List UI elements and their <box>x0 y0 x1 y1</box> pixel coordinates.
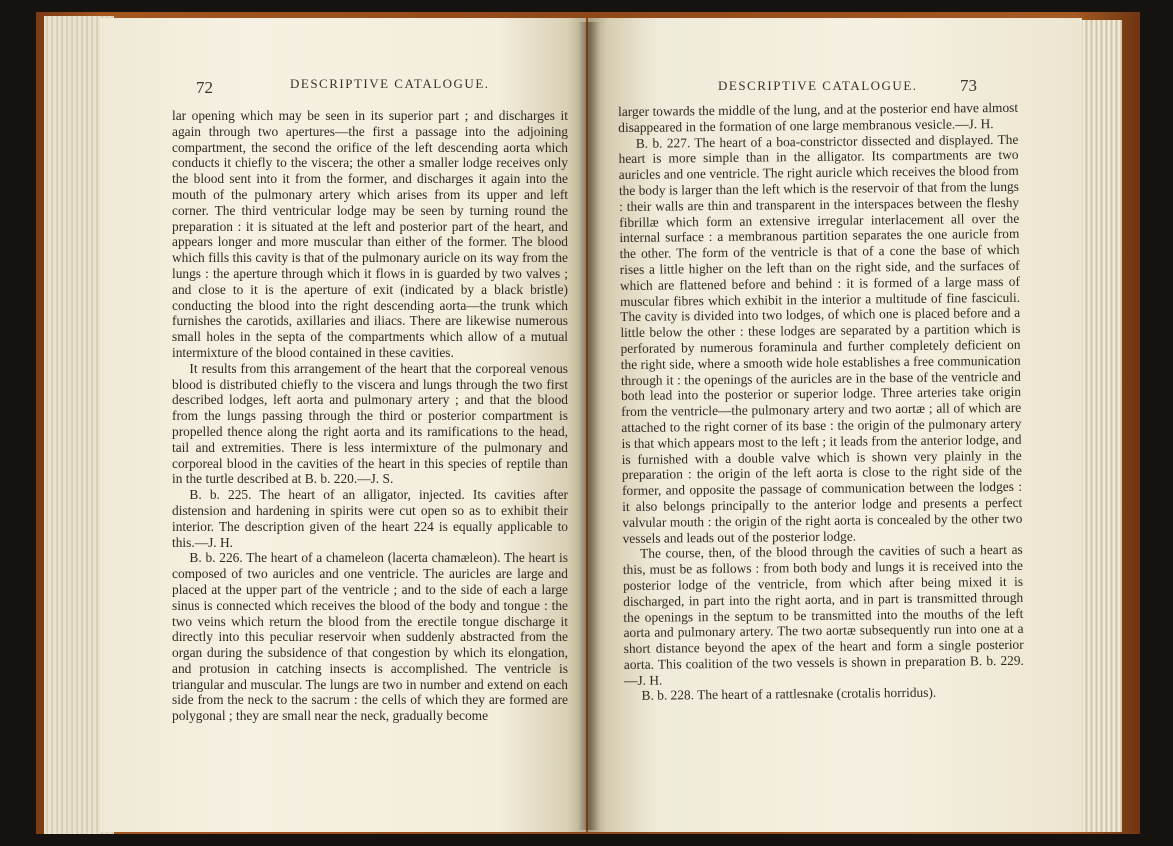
running-head: DESCRIPTIVE CATALOGUE. <box>718 78 918 93</box>
paragraph: B. b. 228. The heart of a rattlesnake (crotalis horridus). <box>641 685 937 704</box>
paragraph: It results from this arrangement of the heart that the corporeal venous blood is distributed chiefly to the viscera and lungs through the two first described lodges, left aorta and pulmonary artery ; and that the blood from the lungs passing through the third or posterior compartment is propelled thence along the right aorta and its ramifications to the head, tail and extremities. There is less intermixture of the pulmonary and corporeal blood in the cavities of the heart in this species of reptile than in the turtle described at B. b. 220.—J. S. <box>172 360 568 487</box>
paragraph: B. b. 227. The heart of a boa-constrictor dissected and displayed. The heart is more simple than in the alligator. Its compartments are two auricles and one ventricle. The right auricle which receives the blood from the body is larger than the left which is the reservoir of that from the lungs : their walls are thin and transparent in the interspaces between the fleshy fibrillæ which form an extensive irregular interlacement all over the internal surface : a membranous partition separates the one auricle from the other. The form of the ventricle is that of a cone the base of which rises a little higher on the left than on the right side, and the surfaces of which are flattened before and behind : it is formed of a large mass of muscular fibres which exhibit in the interior a multitude of fine fasciculi. The cavity is divided into two lodges, of which one is placed before and a little below the other : these lodges are separated by a partition which is perforated by numerous foraminula and further completely deficient on the right side, where a smooth wide hole establishes a free communication through it : the openings of the auricles are in the base of the ventricle and both lead into the posterior or superior lodge. Three arteries take origin from the ventricle—the pulmonary artery and two aortæ ; all of which are attached to the right corner of its base : the origin of the pulmonary artery is that which appears most to the left ; it leads from the anterior lodge, and is furnished with a double valve which is shown very plainly in the preparation : the origin of the left aorta is close to the right side of the former, and opposite the passage of communication between the lodges : it also belongs principally to the anterior lodge and presents a perfect valvular mouth : the origin of the right aorta is concealed by the other two vessels and leads out of the posterior lodge. <box>618 131 1023 546</box>
page-number: 72 <box>196 78 213 97</box>
page-body <box>618 100 1024 704</box>
paragraph: larger towards the middle of the lung, and at the posterior end have almost disappeared in the formation of one large membranous vesicle.—J. H. <box>618 99 1019 135</box>
paragraph: The course, then, of the blood through the cavities of such a heart as this, must be as follows : from both body and lungs it is received into the posterior lodge of the ventricle, from which after being mixed it is discharged, in part into the right aorta, and in part is transmitted through the openings in the septum to be transmitted into the mouths of the left aorta and pulmonary artery. The two aortæ subsequently run into one at a short distance beyond the apex of the heart and form a single posterior aorta. This coalition of the two vessels is shown in preparation B. b. 229.—J. H. <box>622 542 1024 688</box>
page-edges-right <box>1078 20 1122 832</box>
paragraph: B. b. 226. The heart of a chameleon (lacerta chamæleon). The heart is composed of two auricles and one ventricle. The auricles are large and placed at the upper part of the ventricle ; and to the side of each a large sinus is connected which receives the blood of the body and tongue : the two veins which return the blood from the erectile tongue discharge it directly into this peculiar reservoir when suddenly abstracted from the organ during the subsidence of that congestion by which its elongation, and protusion in catching insects is accomplished. The ventricle is triangular and muscular. The lungs are two in number and extend on each side from the neck to the sacrum : the cells of which they are formed are polygonal ; they are small near the neck, gradually become <box>172 550 568 724</box>
paragraph: B. b. 225. The heart of an alligator, injected. Its cavities after distension and hardening in spirits were cut open so as to exhibit their interior. The description given of the heart 224 is equally applicable to this.—J. H. <box>172 487 568 550</box>
paragraph: lar opening which may be seen in its superior part ; and discharges it again through two apertures—the first a passage into the adjoining compartment, the second the orifice of the left descending aorta which conducts it chiefly to the viscera; the other a smaller lodge receives only the blood sent into it from the former, and discharges it again into the mouth of the pulmonary artery which arises from its upper and left corner. The third ventricular lodge may be seen by turning round the preparation : it is situated at the left and posterior part of the heart, and appears longer and more muscular than either of the former. The blood which fills this cavity is that of the pulmonary auricle on its way from the lungs : the aperture through which it flows in is guarded by two valves ; and close to it is the aperture of exit (indicated by a black bristle) conducting the blood into the right descending aorta—the trunk which furnishes the carotids, axillaries and iliacs. There are likewise numerous small holes in the septa of the compartments which allow of a mutual intermixture of the blood contained in these cavities. <box>172 108 568 360</box>
book-gutter-shadow <box>578 22 600 830</box>
page-number: 73 <box>960 76 977 95</box>
right-page <box>588 18 1082 832</box>
left-page <box>100 18 586 832</box>
running-head: DESCRIPTIVE CATALOGUE. <box>290 76 490 91</box>
page-body <box>172 108 568 724</box>
